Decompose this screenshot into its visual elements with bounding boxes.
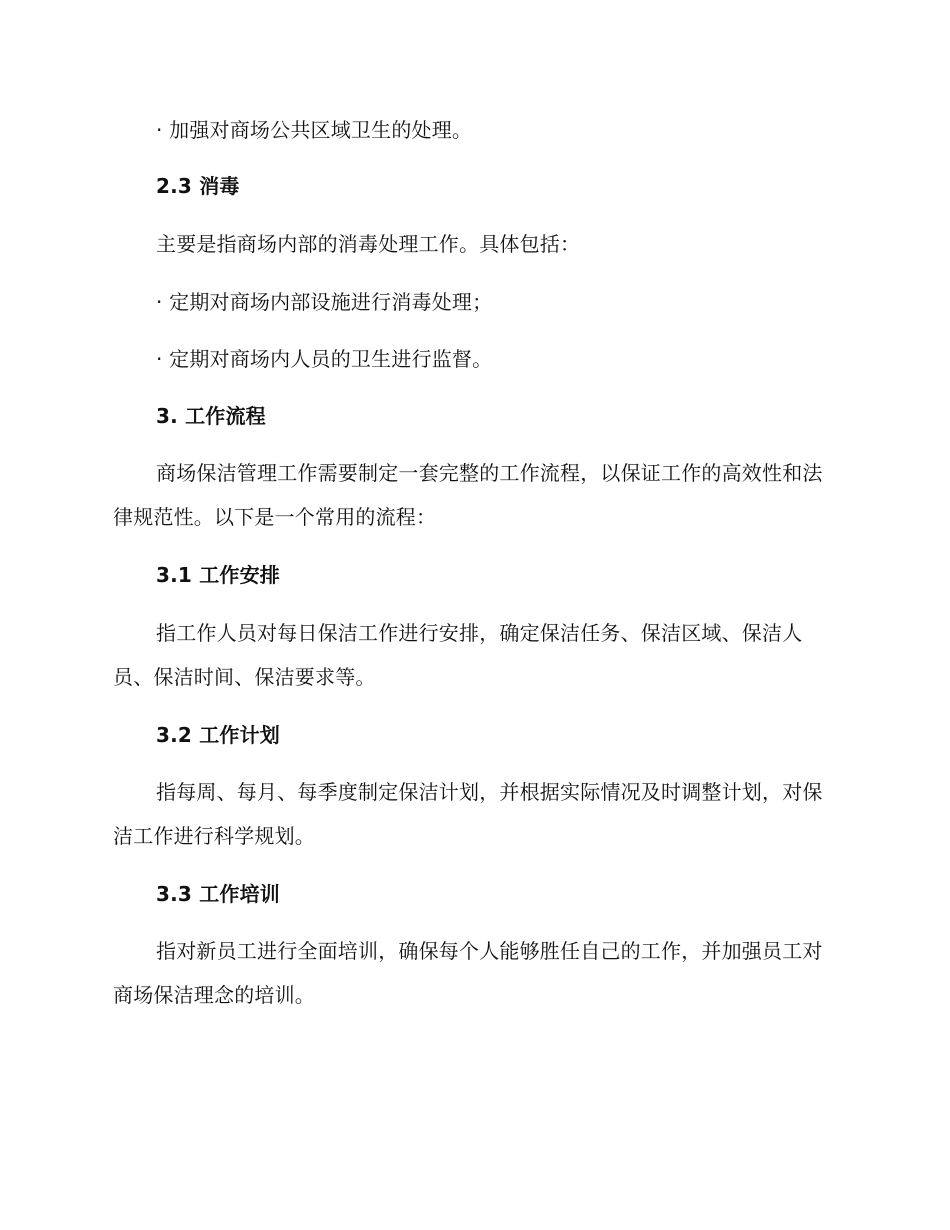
bullet-facility-disinfection: · 定期对商场内部设施进行消毒处理； [156,290,493,314]
paragraph-workflow-intro: 商场保洁管理工作需要制定一套完整的工作流程，以保证工作的高效性和法律规范性。以下是一个常用的流程： [113,461,823,529]
section-heading-3-2: 3.2 工作计划 [156,723,280,747]
paragraph-work-plan: 指每周、每月、每季度制定保洁计划，并根据实际情况及时调整计划，对保洁工作进行科学规划。 [113,780,823,848]
paragraph-disinfection-intro: 主要是指商场内部的消毒处理工作。具体包括： [156,232,581,256]
paragraph-work-arrangement: 指工作人员对每日保洁工作进行安排，确定保洁任务、保洁区域、保洁人员、保洁时间、保洁要求等。 [113,621,803,689]
bullet-public-area-hygiene: · 加强对商场公共区域卫生的处理。 [156,118,473,142]
bullet-personnel-hygiene: · 定期对商场内人员的卫生进行监督。 [156,347,493,371]
section-heading-2-3: 2.3 消毒 [156,174,240,198]
paragraph-work-training: 指对新员工进行全面培训，确保每个人能够胜任自己的工作，并加强员工对商场保洁理念的培训。 [113,939,823,1007]
section-heading-3: 3. 工作流程 [156,404,266,428]
section-heading-3-1: 3.1 工作安排 [156,563,280,587]
section-heading-3-3: 3.3 工作培训 [156,882,280,906]
